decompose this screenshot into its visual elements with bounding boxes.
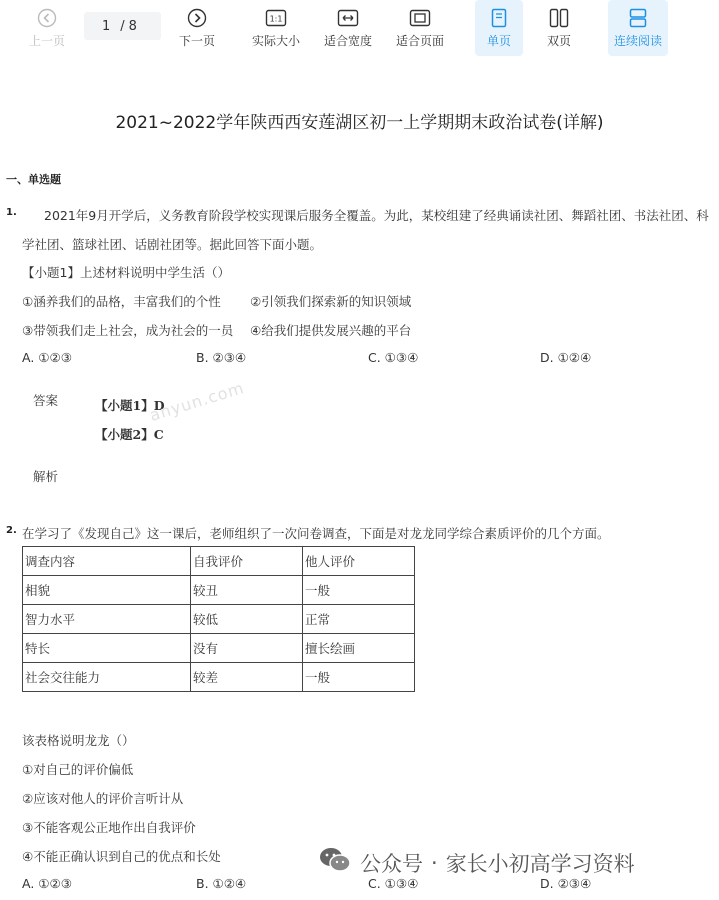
answer-option: A. ①②③ <box>22 350 72 365</box>
table-cell: 特长 <box>23 634 191 663</box>
wechat-dot: · <box>431 850 438 875</box>
question-number: 1. <box>6 207 17 218</box>
table-header-cell: 他人评价 <box>303 547 415 576</box>
table-cell: 社会交往能力 <box>23 663 191 692</box>
table-cell: 较丑 <box>191 576 303 605</box>
statement-item: ②应该对他人的评价言听计从 <box>22 791 184 806</box>
table-header-cell: 调查内容 <box>23 547 191 576</box>
next-page-label: 下一页 <box>178 34 215 48</box>
question-stem: 该表格说明龙龙（） <box>22 733 135 748</box>
current-page: 1 <box>102 18 111 34</box>
chevron-right-circle-icon <box>187 7 207 29</box>
answer-option: D. ②③④ <box>540 876 592 891</box>
double-page-icon <box>549 7 569 29</box>
fit-width-label: 适合宽度 <box>323 34 372 48</box>
prev-page-button[interactable] <box>22 0 72 56</box>
answer-option: B. ②③④ <box>196 350 247 365</box>
table-row <box>23 605 415 634</box>
answer-option: A. ①②③ <box>22 876 72 891</box>
fit-width-icon <box>337 7 359 29</box>
next-page-button[interactable] <box>172 0 222 56</box>
wechat-text: 公众号 <box>360 851 423 876</box>
fit-width-button[interactable] <box>319 0 377 56</box>
statement-item: ②引领我们探索新的知识领域 <box>250 294 412 309</box>
viewer-toolbar <box>0 0 719 56</box>
statement-item: ①涵养我们的品格，丰富我们的个性 <box>22 294 221 309</box>
table-row <box>23 663 415 692</box>
double-page-button[interactable] <box>535 0 583 56</box>
answer-value: 【小题1】D <box>95 398 165 413</box>
page-title: 2021~2022学年陕西西安莲湖区初一上学期期末政治试卷(详解) <box>115 113 604 133</box>
actual-size-icon <box>265 7 287 29</box>
fit-page-button[interactable] <box>391 0 449 56</box>
continuous-reading-icon <box>629 7 647 29</box>
single-page-label: 单页 <box>486 34 511 48</box>
table-row <box>23 547 415 576</box>
chevron-left-circle-icon <box>37 7 57 29</box>
table-header-cell: 自我评价 <box>191 547 303 576</box>
table-cell: 相貌 <box>23 576 191 605</box>
question-stem-line: 学社团、篮球社团、话剧社团等。据此回答下面小题。 <box>22 237 323 252</box>
double-page-label: 双页 <box>546 34 571 48</box>
analysis-label: 解析 <box>33 469 59 484</box>
continuous-reading-button[interactable] <box>608 0 668 56</box>
section-heading: 一、单选题 <box>6 173 61 186</box>
statement-item: ①对自己的评价偏低 <box>22 762 134 777</box>
table-cell: 擅长绘画 <box>303 634 415 663</box>
fit-page-icon <box>409 7 431 29</box>
actual-size-button[interactable] <box>247 0 305 56</box>
statement-item: ④给我们提供发展兴趣的平台 <box>250 323 412 338</box>
question-stem-line: 2021年9月开学后，义务教育阶段学校实现课后服务全覆盖。为此，某校组建了经典诵读社团、舞蹈社团、书法社团、科 <box>44 208 709 223</box>
single-page-button[interactable] <box>475 0 523 56</box>
page-number-input[interactable] <box>84 12 161 40</box>
wechat-icon <box>318 846 352 879</box>
table-cell: 较低 <box>191 605 303 634</box>
table-cell: 较差 <box>191 663 303 692</box>
wechat-account-name: 家长小初高学习资料 <box>445 851 635 876</box>
answer-value: 【小题2】C <box>95 427 164 442</box>
watermark: anyun.com <box>147 378 247 425</box>
statement-item: ③带领我们走上社会，成为社会的一员 <box>22 323 234 338</box>
table-cell: 正常 <box>303 605 415 634</box>
actual-size-label: 实际大小 <box>251 34 300 48</box>
statement-item: ④不能正确认识到自己的优点和长处 <box>22 849 221 864</box>
table-cell: 智力水平 <box>23 605 191 634</box>
svg-text:1:1: 1:1 <box>269 14 283 24</box>
answer-label: 答案 <box>33 393 59 408</box>
answer-option: C. ①③④ <box>368 876 419 891</box>
single-page-icon <box>491 7 507 29</box>
continuous-reading-label: 连续阅读 <box>613 34 662 48</box>
answer-option: D. ①②④ <box>540 350 592 365</box>
page-separator: / <box>120 18 125 34</box>
answer-option: B. ①②④ <box>196 876 247 891</box>
survey-table <box>22 546 415 692</box>
wechat-watermark <box>318 846 635 879</box>
total-pages: 8 <box>128 18 137 34</box>
table-cell: 一般 <box>303 576 415 605</box>
table-cell: 一般 <box>303 663 415 692</box>
table-row <box>23 634 415 663</box>
answer-option: C. ①③④ <box>368 350 419 365</box>
question-stem-line: 在学习了《发现自己》这一课后，老师组织了一次问卷调查，下面是对龙龙同学综合素质评价的几个方面。 <box>22 526 610 541</box>
sub-question: 【小题1】上述材料说明中学生活（） <box>22 265 230 280</box>
table-cell: 没有 <box>191 634 303 663</box>
prev-page-label: 上一页 <box>28 34 65 48</box>
table-row <box>23 576 415 605</box>
question-number: 2. <box>6 525 17 536</box>
statement-item: ③不能客观公正地作出自我评价 <box>22 820 196 835</box>
fit-page-label: 适合页面 <box>395 34 444 48</box>
